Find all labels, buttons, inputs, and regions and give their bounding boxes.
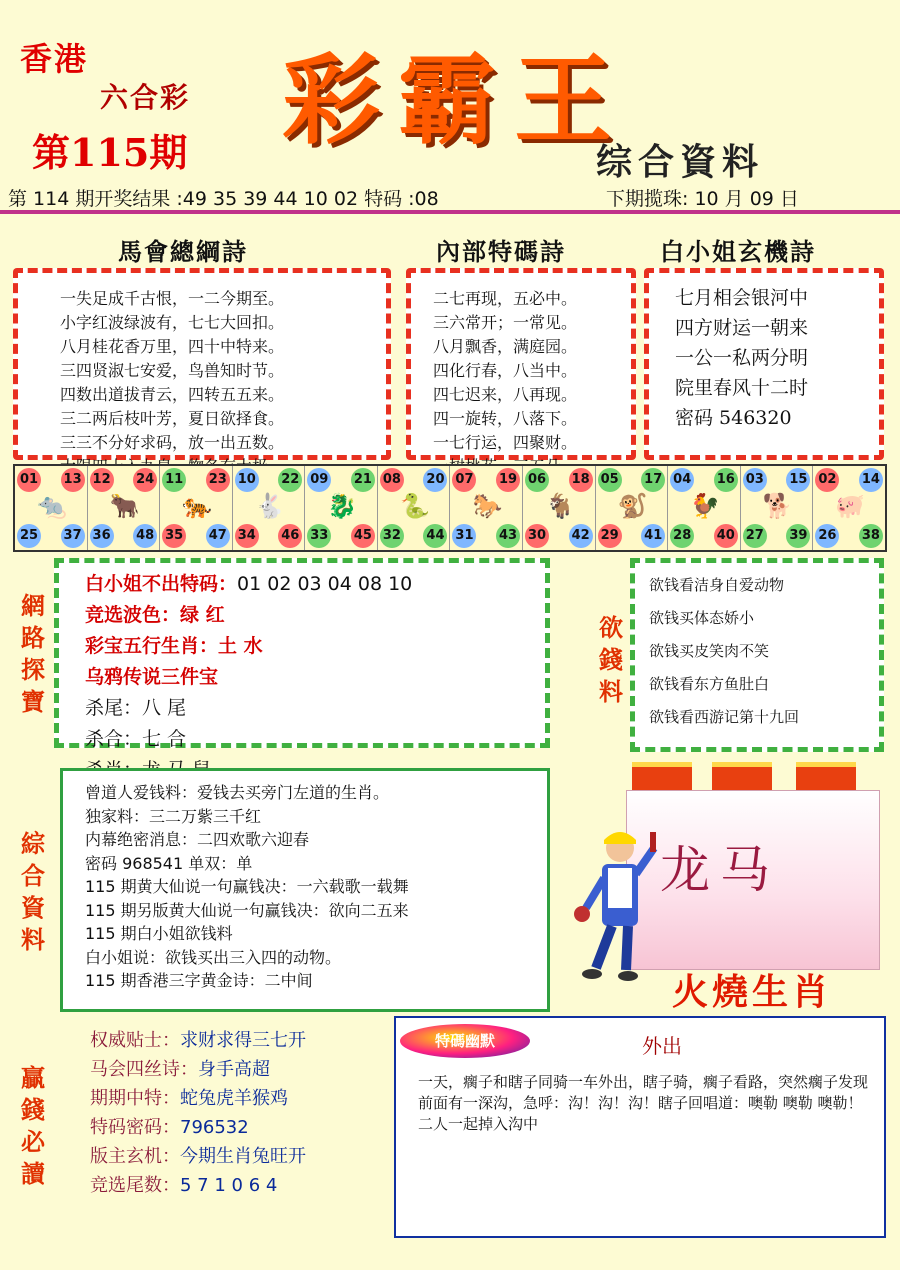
must-rows [90,1026,306,1200]
number-ball: 18 [569,468,593,492]
poem1-line: 三三不分好求码，放一出五数。 [60,433,285,452]
must-row-value: 蛇兔虎羊猴鸡 [180,1088,288,1109]
poem3-line: 七月相会银河中 [675,287,809,309]
combo-lines [85,781,409,993]
must-row-key: 竞选尾数： [90,1175,180,1196]
sign-text: 龙马 [660,841,780,899]
number-ball: 41 [641,524,665,548]
money-line: 欲钱买皮笑肉不笑 [649,642,770,660]
must-row [90,1142,306,1171]
poem1-line: 三二两后枝叶芳，夏日欲择食。 [60,409,285,428]
poem1-line: 四数出道拔青云，四转五五来。 [60,385,285,404]
number-ball: 47 [206,524,230,548]
combo-line: 白小姐说：欲钱买出三入四的动物。 [85,947,342,967]
number-ball: 01 [17,468,41,492]
last-draw-result: 第 114 期开奖结果 :49 35 39 44 10 02 特码 :08 [8,188,439,210]
number-ball: 32 [380,524,404,548]
number-ball: 19 [496,468,520,492]
net-row-key: 白小姐不出特码： [85,573,238,595]
zodiac-number-strip [13,464,887,552]
next-draw-date: 下期揽珠: 10 月 09 日 [606,188,799,210]
poem2-lines [433,287,577,479]
poem2-line: 四化行春，八当中。 [433,361,578,380]
number-ball: 23 [206,468,230,492]
combo-line: 内幕绝密消息：二四欢歌六迎春 [85,830,310,849]
number-ball: 48 [133,524,157,548]
must-row-value: 796532 [180,1117,249,1138]
net-row-key: 杀合： [85,728,143,750]
number-ball: 12 [90,468,114,492]
brand-title: 彩霸王 [282,43,631,158]
number-ball: 30 [525,524,549,548]
poem1-line: 八月桂花香万里，四十中特来。 [60,337,285,356]
number-ball: 06 [525,468,549,492]
money-line: 欲钱看东方鱼肚白 [649,675,770,693]
combo-line: 115 期另版黄大仙说一句赢钱决：欲向二五来 [85,900,409,920]
number-ball: 40 [714,524,738,548]
number-ball: 07 [452,468,476,492]
joke-title: 外出 [642,1034,682,1058]
must-label: 贏錢必讀 [21,1063,45,1188]
number-ball: 22 [278,468,302,492]
net-box [54,558,550,748]
poem1-line: 小字红波绿波有，七七大回扣。 [60,313,285,332]
combo-label: 綜合資料 [21,829,45,954]
ox-icon: 🐂 [109,492,140,520]
net-row-key: 乌鸦传说三件宝 [85,666,219,688]
goat-icon: 🐐 [545,492,575,520]
number-ball: 24 [133,468,157,492]
must-row-key: 马会四丝诗： [90,1059,198,1080]
combo-line: 115 期黄大仙说一句赢钱决：一六载歌一载舞 [85,877,409,896]
poem2-line: 四七迟来，八再现。 [433,385,578,404]
must-row [90,1084,306,1113]
poem3-box [644,268,884,460]
number-ball: 46 [278,524,302,548]
combo-line: 独家料：三二万紫三千红 [85,806,262,826]
dragon-icon: 🐉 [327,492,358,520]
number-ball: 37 [61,524,85,548]
combo-box [60,768,550,1012]
must-row [90,1026,306,1055]
snake-icon: 🐍 [399,492,430,520]
brand-subtitle: 综合資料 [596,141,765,183]
must-row-value: 求财求得三七开 [180,1030,306,1051]
must-row-key: 版主玄机： [90,1146,180,1167]
number-ball: 03 [743,468,767,492]
number-ball: 36 [90,524,114,548]
number-ball: 08 [380,468,404,492]
net-row [85,724,412,755]
zodiac-cell [233,466,306,550]
poem3-lines [675,283,808,433]
net-row-value: 绿 红 [180,604,225,626]
number-ball: 10 [235,468,259,492]
zodiac-cell [741,466,814,550]
zodiac-cell [88,466,161,550]
dog-icon: 🐕 [762,492,793,520]
net-row [85,631,412,662]
number-ball: 13 [61,468,85,492]
number-ball: 09 [307,468,331,492]
number-ball: 42 [569,524,593,548]
number-ball: 29 [598,524,622,548]
number-ball: 26 [815,524,839,548]
number-ball: 43 [496,524,520,548]
horse-icon: 🐎 [472,492,503,520]
poem3-line: 一公一私两分明 [675,347,809,369]
pig-icon: 🐖 [835,492,866,520]
zodiac-cell [523,466,596,550]
poem2-line: 二七再现，五必中。 [433,289,578,308]
number-ball: 34 [235,524,259,548]
number-ball: 14 [859,468,883,492]
must-row [90,1055,306,1084]
money-line: 欲钱买体态娇小 [649,609,755,627]
number-ball: 28 [670,524,694,548]
money-line: 欲钱看洁身自爱动物 [649,576,785,594]
rooster-icon: 🐓 [690,492,721,520]
rat-icon: 🐀 [37,492,67,520]
number-ball: 16 [714,468,738,492]
money-box [630,558,884,752]
poem2-line: 八月飘香，满庭园。 [433,337,578,356]
must-row-value: 5 7 1 0 6 4 [180,1175,278,1196]
header-hongkong: 香港 [20,40,89,78]
must-row-key: 特码密码： [90,1117,180,1138]
net-row [85,662,412,693]
zodiac-cell [305,466,378,550]
net-row-value: 01 02 03 04 08 10 [237,573,413,595]
number-ball: 15 [786,468,810,492]
poem3-line: 四方财运一朝来 [675,317,809,339]
number-ball: 17 [641,468,665,492]
number-ball: 38 [859,524,883,548]
number-ball: 27 [743,524,767,548]
poem2-line: 一七行运，四聚财。 [433,433,578,452]
must-row-value: 今期生肖兔旺开 [180,1146,306,1167]
zodiac-cell [668,466,741,550]
net-row-value: 八 尾 [142,697,187,719]
combo-line: 曾道人爱钱料：爱钱去买旁门左道的生肖。 [85,783,390,802]
poem1-line: 三四贤淑七安爱，鸟兽知时节。 [60,361,285,380]
net-row-value: 七 合 [142,728,187,750]
header-divider [0,210,900,214]
number-ball: 39 [786,524,810,548]
combo-line: 密码 968541 单双：单 [85,853,253,873]
poem1-line: 一失足成千古恨，一二今期至。 [60,289,285,308]
fire-zodiac-title: 火燒生肖 [672,971,833,1013]
joke-text: 一天，瘸子和瞎子同骑一车外出，瞎子骑，瘸子看路，突然瘸子发现前面有一深沟，急呼：沟！沟！沟！瞎子回唱道：噢勒 噢勒 噢勒！二人一起掉入沟中 [418,1073,869,1133]
net-row [85,569,412,600]
poem3-line: 密码 546320 [675,407,792,429]
poem1-box [13,268,391,460]
must-row [90,1113,306,1142]
number-ball: 20 [423,468,447,492]
header-lottery-name: 六合彩 [100,81,191,114]
number-ball: 11 [162,468,186,492]
combo-line: 115 期白小姐欲钱料 [85,924,233,943]
net-row [85,693,412,724]
rabbit-icon: 🐇 [254,492,285,520]
number-ball: 02 [815,468,839,492]
zodiac-cell [15,466,88,550]
poem1-lines [60,287,284,479]
poem2-title: 內部特碼詩 [436,237,566,266]
zodiac-cell [378,466,451,550]
must-row-value: 身手高超 [198,1059,270,1080]
joke-badge: 特碼幽默 [400,1024,530,1058]
net-row-value: 土 水 [218,635,263,657]
painter-icon [568,818,668,988]
zodiac-cell [596,466,669,550]
poem2-line: 四一旋转，八落下。 [433,409,578,428]
money-line: 欲钱看西游记第十九回 [649,708,800,726]
must-row [90,1171,306,1200]
number-ball: 33 [307,524,331,548]
tiger-icon: 🐅 [182,492,213,520]
zodiac-cell [160,466,233,550]
net-row-key: 彩宝五行生肖： [85,635,219,657]
net-row-key: 杀尾： [85,697,143,719]
money-label: 欲錢料 [599,613,623,706]
poem3-title: 白小姐玄機詩 [660,237,816,266]
must-row-key: 权威贴士： [90,1030,180,1051]
poem3-line: 院里春风十二时 [675,377,809,399]
must-row-key: 期期中特： [90,1088,180,1109]
poem2-box [406,268,636,460]
zodiac-cell [450,466,523,550]
number-ball: 35 [162,524,186,548]
money-lines [649,569,799,734]
poem1-title: 馬會總綱詩 [118,237,248,266]
number-ball: 44 [423,524,447,548]
combo-line: 115 期香港三字黄金诗：二中间 [85,971,313,990]
number-ball: 25 [17,524,41,548]
number-ball: 31 [452,524,476,548]
net-label: 網路探寶 [21,591,45,716]
monkey-icon: 🐒 [617,492,648,520]
net-rows [85,569,412,786]
zodiac-cell [813,466,885,550]
number-ball: 04 [670,468,694,492]
number-ball: 21 [351,468,375,492]
issue-number: 第115期 [32,130,188,175]
number-ball: 05 [598,468,622,492]
net-row [85,600,412,631]
number-ball: 45 [351,524,375,548]
poem2-line: 三六常开；一常见。 [433,313,578,332]
net-row-key: 竞选波色： [85,604,181,626]
